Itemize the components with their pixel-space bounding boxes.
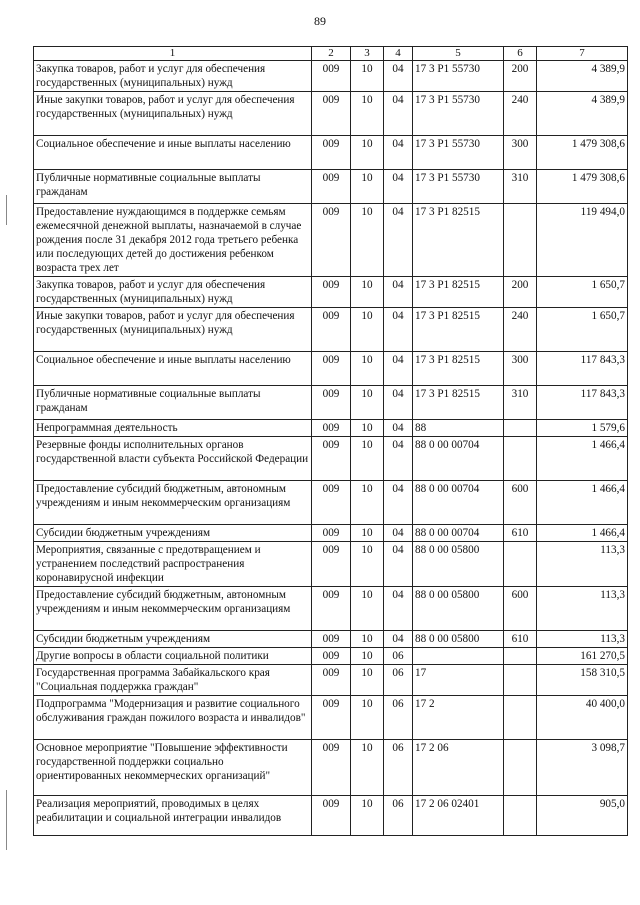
row-target-code: 17 3 P1 82515 — [413, 386, 504, 420]
row-amount: 4 389,9 — [537, 61, 628, 92]
row-name: Основное мероприятие "Повышение эффективности государственной поддержки социально ориентированных некоммерческих организаций" — [34, 740, 312, 796]
row-expense-type — [504, 437, 537, 481]
row-name: Субсидии бюджетным учреждениям — [34, 631, 312, 648]
table-row — [34, 631, 628, 648]
table-row — [34, 525, 628, 542]
table-row — [34, 277, 628, 308]
row-target-code: 88 0 00 00704 — [413, 525, 504, 542]
row-name: Подпрограмма "Модернизация и развитие социального обслуживания граждан пожилого возраста и инвалидов" — [34, 696, 312, 740]
row-amount: 113,3 — [537, 587, 628, 631]
row-expense-type: 300 — [504, 136, 537, 170]
row-expense-type: 600 — [504, 481, 537, 525]
table-row — [34, 648, 628, 665]
header-cell: 1 — [34, 47, 312, 61]
row-name: Социальное обеспечение и иные выплаты населению — [34, 352, 312, 386]
row-ved-code: 009 — [312, 648, 351, 665]
row-name: Закупка товаров, работ и услуг для обеспечения государственных (муниципальных) нужд — [34, 277, 312, 308]
row-target-code: 17 — [413, 665, 504, 696]
row-subsection-code: 04 — [384, 420, 413, 437]
table-row — [34, 352, 628, 386]
row-ved-code: 009 — [312, 437, 351, 481]
table-header-row — [34, 47, 628, 61]
row-section-code: 10 — [351, 740, 384, 796]
row-section-code: 10 — [351, 796, 384, 836]
budget-table — [33, 46, 628, 836]
row-amount: 1 479 308,6 — [537, 170, 628, 204]
row-expense-type — [504, 796, 537, 836]
header-cell: 2 — [312, 47, 351, 61]
row-section-code: 10 — [351, 631, 384, 648]
row-subsection-code: 04 — [384, 386, 413, 420]
table-row — [34, 665, 628, 696]
row-name: Закупка товаров, работ и услуг для обеспечения государственных (муниципальных) нужд — [34, 61, 312, 92]
table-row — [34, 437, 628, 481]
row-ved-code: 009 — [312, 587, 351, 631]
row-subsection-code: 04 — [384, 277, 413, 308]
row-ved-code: 009 — [312, 170, 351, 204]
row-amount: 40 400,0 — [537, 696, 628, 740]
row-amount: 113,3 — [537, 542, 628, 587]
row-amount: 905,0 — [537, 796, 628, 836]
row-subsection-code: 06 — [384, 648, 413, 665]
row-ved-code: 009 — [312, 665, 351, 696]
row-name: Социальное обеспечение и иные выплаты населению — [34, 136, 312, 170]
row-section-code: 10 — [351, 170, 384, 204]
row-target-code: 17 2 06 — [413, 740, 504, 796]
row-amount: 1 479 308,6 — [537, 136, 628, 170]
row-amount: 1 650,7 — [537, 277, 628, 308]
row-section-code: 10 — [351, 525, 384, 542]
row-ved-code: 009 — [312, 136, 351, 170]
row-target-code: 17 3 P1 82515 — [413, 204, 504, 277]
table-row — [34, 204, 628, 277]
row-ved-code: 009 — [312, 481, 351, 525]
row-target-code: 17 2 — [413, 696, 504, 740]
table-row — [34, 61, 628, 92]
row-ved-code: 009 — [312, 631, 351, 648]
row-section-code: 10 — [351, 542, 384, 587]
row-target-code: 17 3 P1 82515 — [413, 308, 504, 352]
row-subsection-code: 04 — [384, 437, 413, 481]
row-section-code: 10 — [351, 308, 384, 352]
row-target-code: 17 3 P1 55730 — [413, 170, 504, 204]
row-ved-code: 009 — [312, 542, 351, 587]
table-row — [34, 386, 628, 420]
row-ved-code: 009 — [312, 92, 351, 136]
row-target-code: 17 2 06 02401 — [413, 796, 504, 836]
header-cell: 5 — [413, 47, 504, 61]
row-name: Иные закупки товаров, работ и услуг для обеспечения государственных (муниципальных) нужд — [34, 308, 312, 352]
table-row — [34, 136, 628, 170]
row-amount: 113,3 — [537, 631, 628, 648]
table-row — [34, 542, 628, 587]
row-subsection-code: 04 — [384, 587, 413, 631]
row-ved-code: 009 — [312, 386, 351, 420]
row-target-code: 88 0 00 05800 — [413, 587, 504, 631]
row-section-code: 10 — [351, 386, 384, 420]
row-name: Предоставление субсидий бюджетным, автономным учреждениям и иным некоммерческим организациям — [34, 587, 312, 631]
row-amount: 117 843,3 — [537, 352, 628, 386]
row-subsection-code: 06 — [384, 696, 413, 740]
table-row — [34, 696, 628, 740]
table-row — [34, 420, 628, 437]
row-expense-type: 600 — [504, 587, 537, 631]
row-expense-type — [504, 420, 537, 437]
row-ved-code: 009 — [312, 796, 351, 836]
row-section-code: 10 — [351, 437, 384, 481]
row-ved-code: 009 — [312, 204, 351, 277]
row-name: Публичные нормативные социальные выплаты гражданам — [34, 386, 312, 420]
row-amount: 1 466,4 — [537, 437, 628, 481]
row-section-code: 10 — [351, 92, 384, 136]
row-section-code: 10 — [351, 665, 384, 696]
row-subsection-code: 04 — [384, 136, 413, 170]
table-row — [34, 796, 628, 836]
row-section-code: 10 — [351, 277, 384, 308]
row-section-code: 10 — [351, 61, 384, 92]
row-subsection-code: 04 — [384, 92, 413, 136]
row-amount: 158 310,5 — [537, 665, 628, 696]
row-name: Мероприятия, связанные с предотвращением и устранением последствий распространения коронавирусной инфекции — [34, 542, 312, 587]
row-ved-code: 009 — [312, 277, 351, 308]
row-expense-type — [504, 542, 537, 587]
row-target-code: 88 0 00 00704 — [413, 437, 504, 481]
row-subsection-code: 06 — [384, 796, 413, 836]
row-name: Предоставление нуждающимся в поддержке семьям ежемесячной денежной выплаты, назначаемой в случае рождения после 31 декабря 2012 года третьего ребенка или последующих детей до достижения ребенком возраста трех лет — [34, 204, 312, 277]
table-row — [34, 587, 628, 631]
row-ved-code: 009 — [312, 525, 351, 542]
row-name: Реализация мероприятий, проводимых в целях реабилитации и социальной интеграции инвалидов — [34, 796, 312, 836]
row-amount: 119 494,0 — [537, 204, 628, 277]
row-amount: 1 650,7 — [537, 308, 628, 352]
row-expense-type — [504, 696, 537, 740]
row-amount: 1 579,6 — [537, 420, 628, 437]
row-expense-type — [504, 665, 537, 696]
row-subsection-code: 04 — [384, 542, 413, 587]
row-name: Непрограммная деятельность — [34, 420, 312, 437]
row-ved-code: 009 — [312, 420, 351, 437]
row-expense-type: 300 — [504, 352, 537, 386]
row-expense-type: 200 — [504, 277, 537, 308]
row-section-code: 10 — [351, 696, 384, 740]
row-ved-code: 009 — [312, 308, 351, 352]
table-row — [34, 481, 628, 525]
row-expense-type: 310 — [504, 386, 537, 420]
row-subsection-code: 04 — [384, 308, 413, 352]
row-section-code: 10 — [351, 420, 384, 437]
row-expense-type: 310 — [504, 170, 537, 204]
row-target-code: 17 3 P1 82515 — [413, 352, 504, 386]
row-subsection-code: 04 — [384, 170, 413, 204]
row-section-code: 10 — [351, 204, 384, 277]
row-expense-type — [504, 204, 537, 277]
scan-edge-mark — [6, 790, 7, 850]
row-expense-type: 610 — [504, 525, 537, 542]
row-section-code: 10 — [351, 587, 384, 631]
header-cell: 7 — [537, 47, 628, 61]
row-expense-type: 610 — [504, 631, 537, 648]
row-ved-code: 009 — [312, 352, 351, 386]
row-name: Предоставление субсидий бюджетным, автономным учреждениям и иным некоммерческим организациям — [34, 481, 312, 525]
row-target-code: 17 3 P1 55730 — [413, 136, 504, 170]
row-name: Субсидии бюджетным учреждениям — [34, 525, 312, 542]
row-name: Государственная программа Забайкальского края "Социальная поддержка граждан" — [34, 665, 312, 696]
row-section-code: 10 — [351, 352, 384, 386]
row-subsection-code: 04 — [384, 204, 413, 277]
table-row — [34, 92, 628, 136]
row-subsection-code: 06 — [384, 740, 413, 796]
row-subsection-code: 04 — [384, 631, 413, 648]
row-subsection-code: 04 — [384, 61, 413, 92]
row-name: Другие вопросы в области социальной политики — [34, 648, 312, 665]
row-amount: 3 098,7 — [537, 740, 628, 796]
row-amount: 1 466,4 — [537, 481, 628, 525]
row-ved-code: 009 — [312, 61, 351, 92]
row-section-code: 10 — [351, 136, 384, 170]
row-section-code: 10 — [351, 648, 384, 665]
row-subsection-code: 04 — [384, 481, 413, 525]
header-cell: 3 — [351, 47, 384, 61]
row-amount: 1 466,4 — [537, 525, 628, 542]
header-cell: 4 — [384, 47, 413, 61]
row-target-code: 88 — [413, 420, 504, 437]
row-target-code — [413, 648, 504, 665]
scan-edge-mark — [6, 195, 7, 225]
row-section-code: 10 — [351, 481, 384, 525]
table-row — [34, 740, 628, 796]
row-target-code: 88 0 00 00704 — [413, 481, 504, 525]
table-row — [34, 308, 628, 352]
row-name: Иные закупки товаров, работ и услуг для обеспечения государственных (муниципальных) нужд — [34, 92, 312, 136]
row-target-code: 88 0 00 05800 — [413, 631, 504, 648]
row-ved-code: 009 — [312, 696, 351, 740]
row-amount: 4 389,9 — [537, 92, 628, 136]
row-subsection-code: 04 — [384, 525, 413, 542]
row-name: Публичные нормативные социальные выплаты гражданам — [34, 170, 312, 204]
row-target-code: 88 0 00 05800 — [413, 542, 504, 587]
row-subsection-code: 06 — [384, 665, 413, 696]
row-ved-code: 009 — [312, 740, 351, 796]
table-row — [34, 170, 628, 204]
row-expense-type: 240 — [504, 92, 537, 136]
page-number: 89 — [314, 14, 326, 28]
row-expense-type — [504, 648, 537, 665]
row-subsection-code: 04 — [384, 352, 413, 386]
header-cell: 6 — [504, 47, 537, 61]
row-name: Резервные фонды исполнительных органов государственной власти субъекта Российской Федерации — [34, 437, 312, 481]
row-target-code: 17 3 P1 55730 — [413, 61, 504, 92]
row-expense-type: 240 — [504, 308, 537, 352]
row-amount: 161 270,5 — [537, 648, 628, 665]
row-target-code: 17 3 P1 55730 — [413, 92, 504, 136]
row-amount: 117 843,3 — [537, 386, 628, 420]
row-expense-type: 200 — [504, 61, 537, 92]
row-target-code: 17 3 P1 82515 — [413, 277, 504, 308]
row-expense-type — [504, 740, 537, 796]
